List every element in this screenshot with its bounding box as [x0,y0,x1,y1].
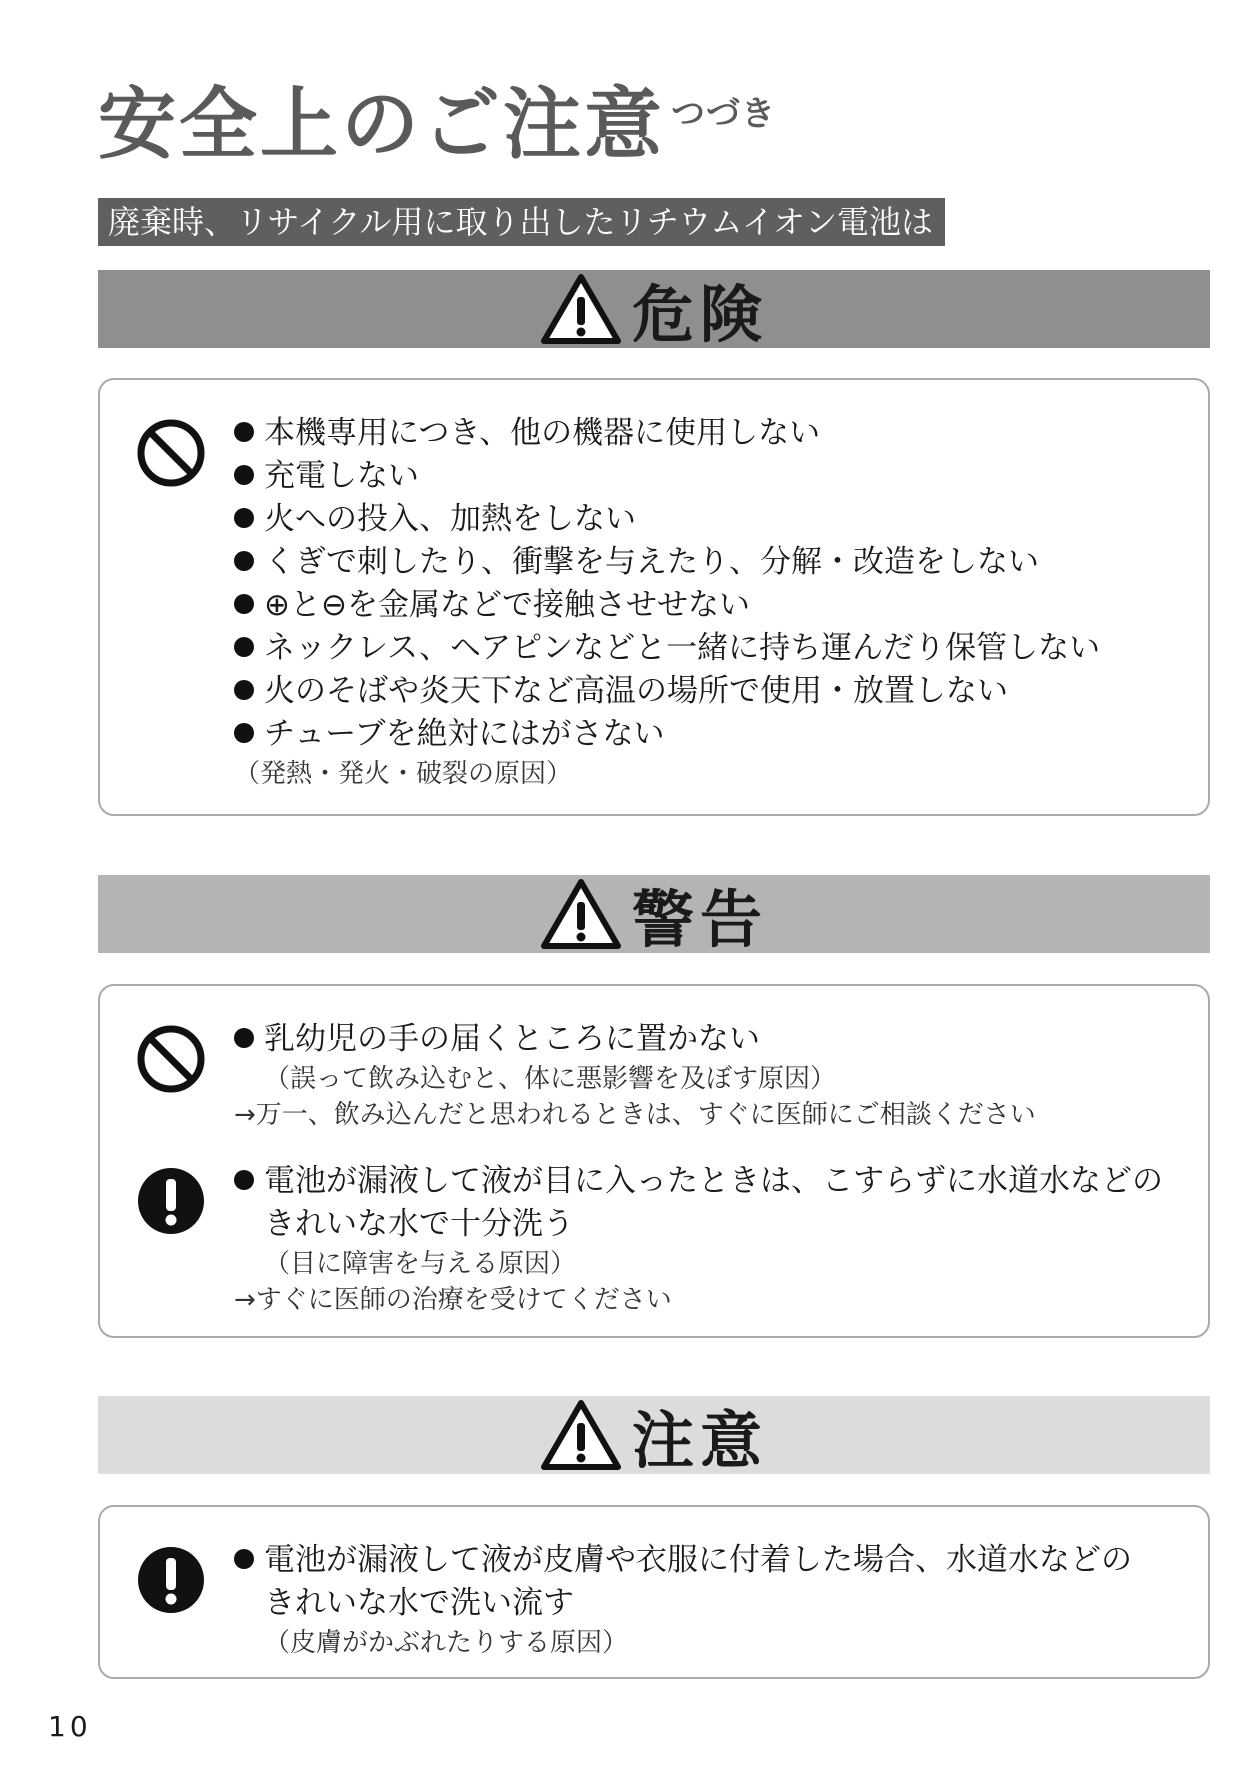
list-item-continuation: きれいな水で十分洗う [264,1206,574,1242]
warning-note-2: （目に障害を与える原因） [264,1249,577,1279]
list-item: 火のそばや炎天下など高温の場所で使用・放置しない [234,670,1100,713]
list-item: チューブを絶対にはがさない [234,713,1100,756]
warning-action-1: →万一、飲み込んだと思われるときは、すぐに医師にご相談ください [234,1100,1036,1130]
mandatory-exclamation-icon [136,1545,206,1615]
list-item: 火への投入、加熱をしない [234,498,1100,541]
list-item: 乳幼児の手の届くところに置かない [234,1018,1036,1061]
list-item: 本機専用につき、他の機器に使用しない [234,412,1100,455]
danger-box [98,378,1210,816]
bullet-icon [234,723,254,743]
bullet-icon [234,1549,254,1569]
caution-label: 注意 [631,1403,768,1477]
warning-group-1 [234,1018,1036,1133]
list-item: 電池が漏液して液が皮膚や衣服に付着した場合、水道水などの [234,1539,1132,1582]
mandatory-exclamation-icon [136,1166,206,1236]
bullet-icon [234,1170,254,1190]
page-title-suffix: つづき [671,94,777,134]
bullet-icon [234,1028,254,1048]
warning-group-2 [234,1160,1163,1318]
danger-label: 危険 [631,277,768,351]
bullet-icon [234,465,254,485]
warning-triangle-icon [540,273,622,345]
bullet-icon [234,551,254,571]
warning-label: 警告 [631,882,768,956]
bullet-icon [234,680,254,700]
caution-group [234,1539,1132,1661]
caution-box [98,1505,1210,1679]
list-item-continuation: きれいな水で洗い流す [264,1585,574,1621]
page-title [98,62,776,174]
warning-triangle-icon [540,1399,622,1471]
page-title-main: 安全上のご注意 [98,80,666,170]
prohibition-icon [136,418,206,488]
bullet-icon [234,508,254,528]
list-item: くぎで刺したり、衝撃を与えたり、分解・改造をしない [234,541,1100,584]
bullet-icon [234,422,254,442]
prohibition-icon [136,1024,206,1094]
bullet-icon [234,594,254,614]
bullet-icon [234,637,254,657]
warning-note-1: （誤って飲み込むと、体に悪影響を及ぼす原因） [264,1064,837,1094]
section-subheading: 廃棄時、リサイクル用に取り出したリチウムイオン電池は [98,198,945,246]
warning-box [98,984,1210,1338]
danger-band [98,270,1210,351]
list-item: 電池が漏液して液が目に入ったときは、こすらずに水道水などの [234,1160,1163,1203]
warning-band [98,875,1210,956]
danger-note: （発熱・発火・破裂の原因） [234,759,573,789]
page-number: 10 [48,1710,92,1743]
list-item: 充電しない [234,455,1100,498]
list-item: ネックレス、ヘアピンなどと一緒に持ち運んだり保管しない [234,627,1100,670]
caution-note: （皮膚がかぶれたりする原因） [264,1628,629,1658]
danger-list [234,412,1100,792]
warning-action-2: →すぐに医師の治療を受けてください [234,1285,672,1315]
list-item: ⊕と⊖を金属などで接触させせない [234,584,1100,627]
caution-band [98,1396,1210,1477]
warning-triangle-icon [540,878,622,950]
